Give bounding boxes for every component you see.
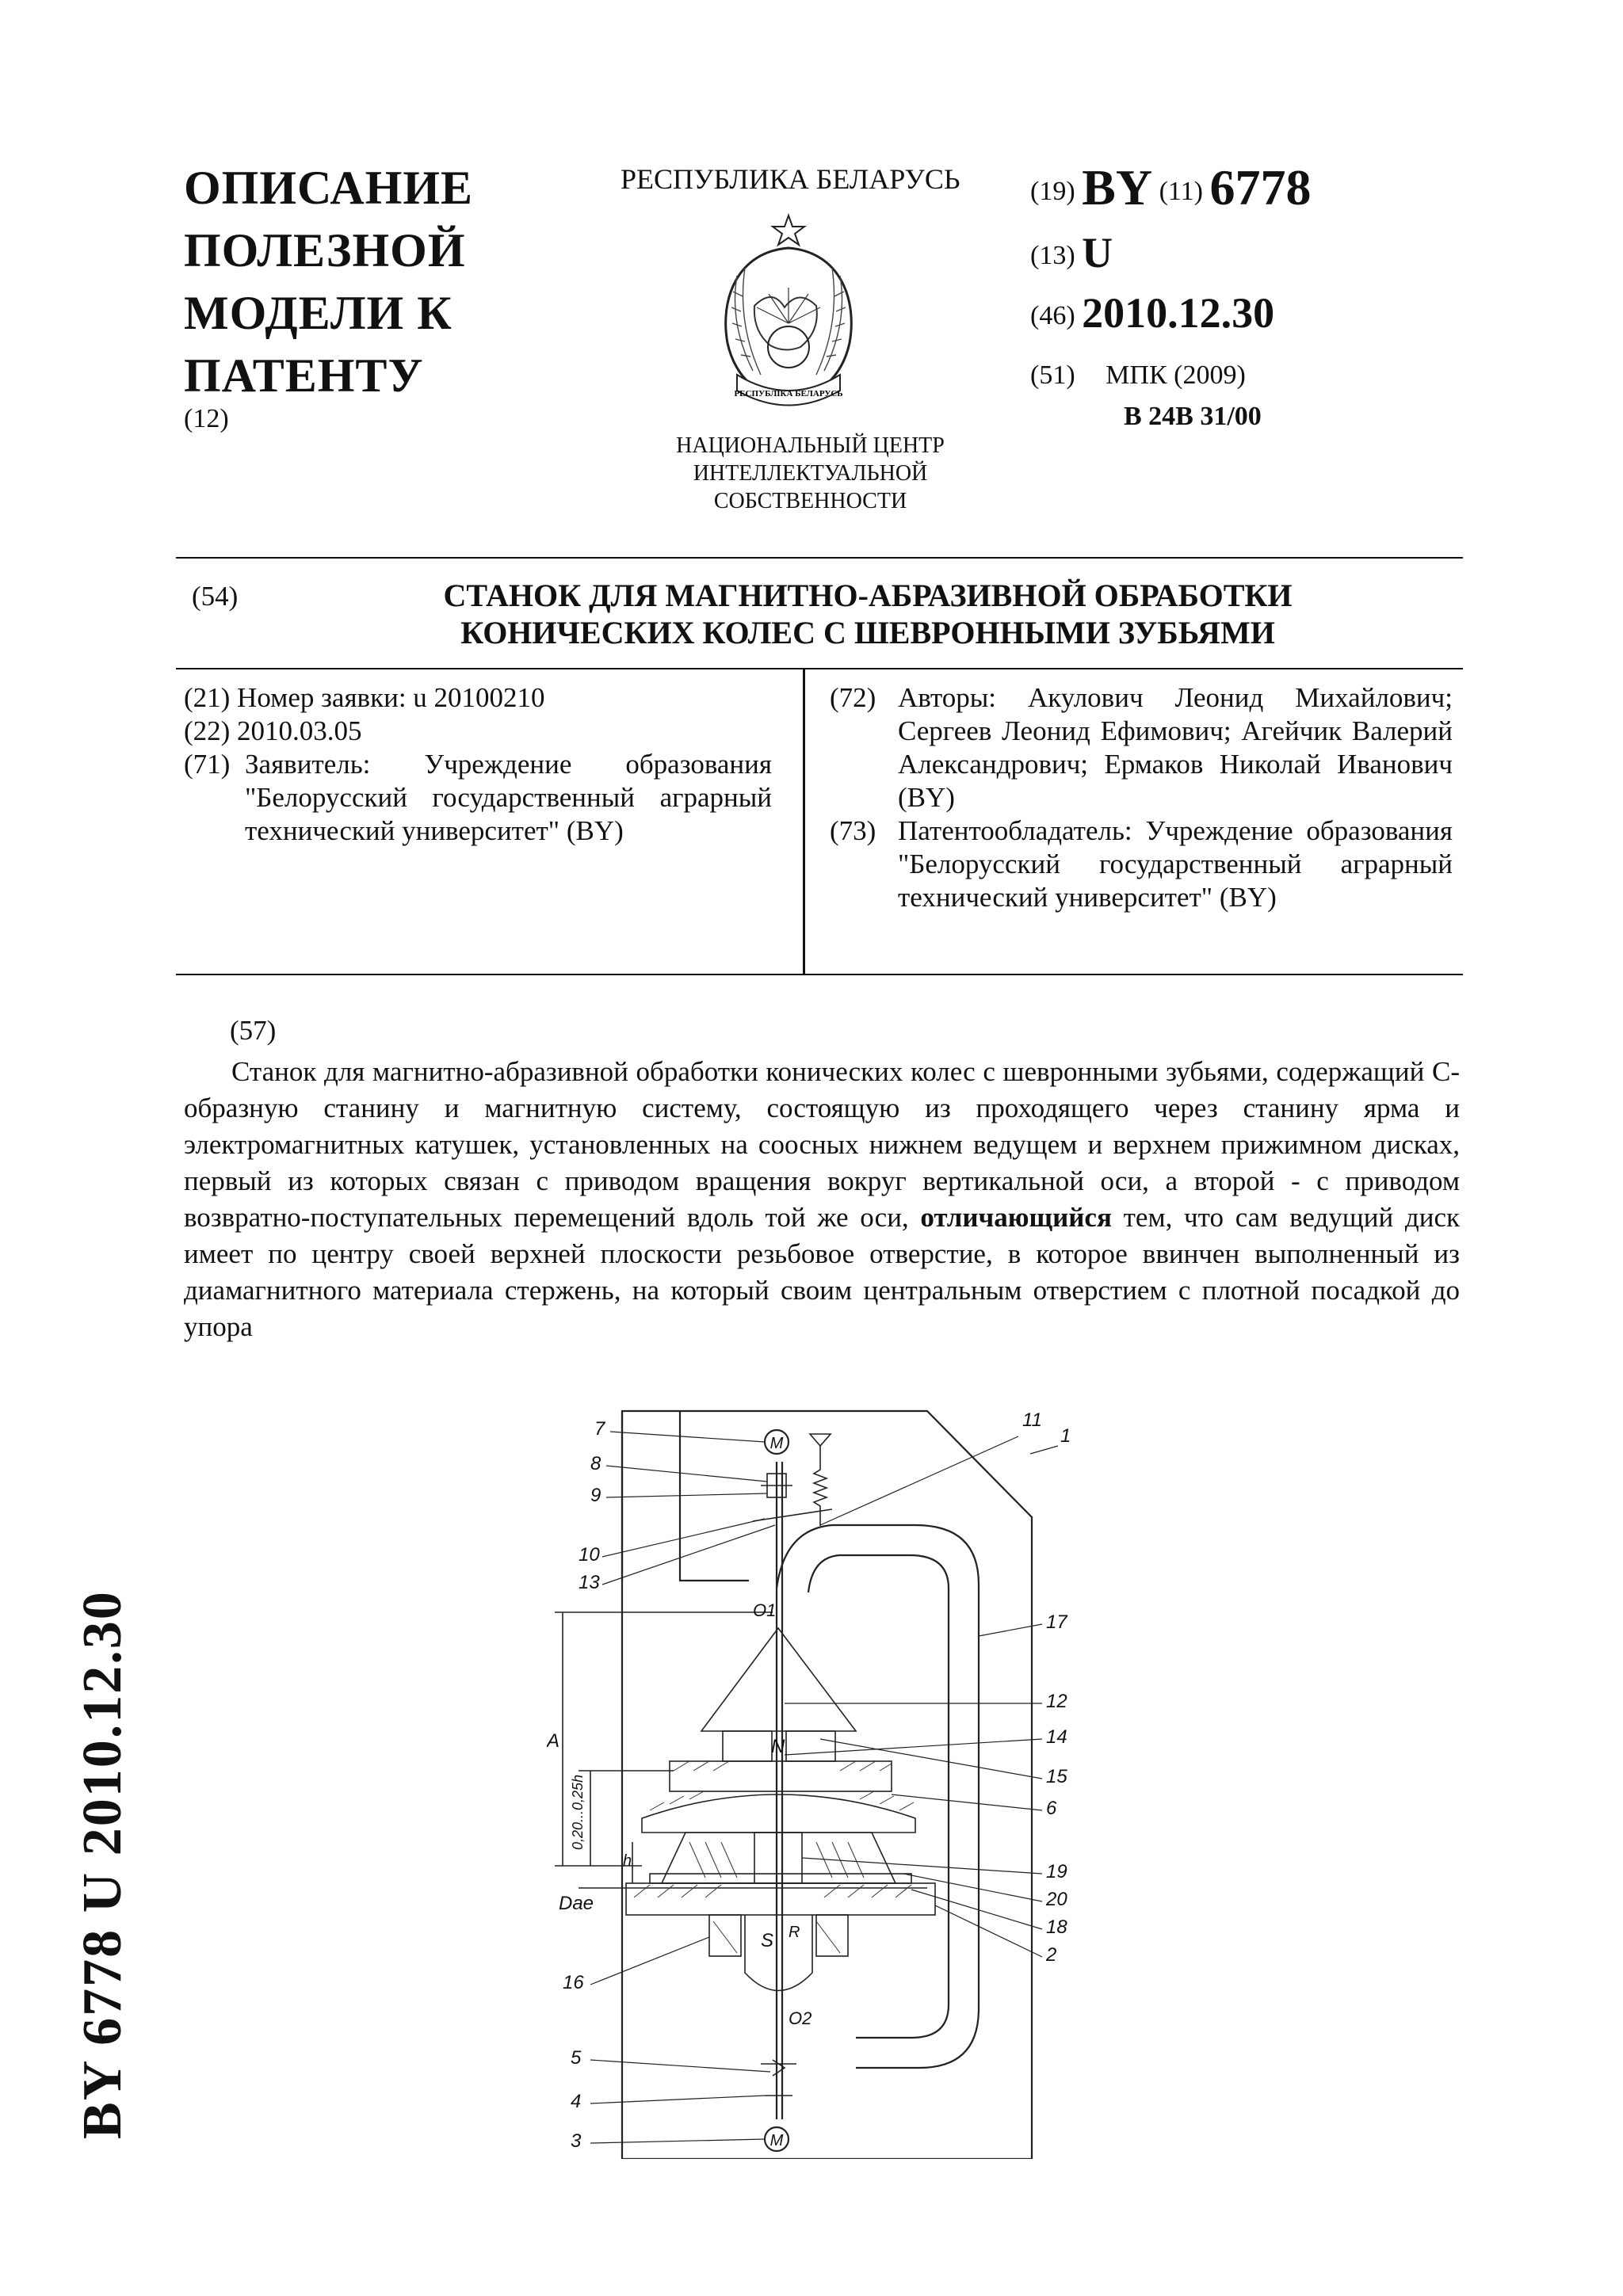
callout-18: 18: [1046, 1917, 1067, 1938]
callout-5: 5: [571, 2047, 582, 2069]
pole-s: S: [761, 1930, 774, 1951]
bib-13: [1030, 228, 1113, 277]
dimension-range: 0,20...0,25h: [570, 1774, 586, 1850]
callout-14: 14: [1046, 1726, 1067, 1748]
coat-of-arms-emblem: [705, 212, 872, 422]
dimension-dae: Dae: [559, 1893, 594, 1914]
inid-54: (54): [192, 581, 239, 612]
callout-17: 17: [1046, 1611, 1067, 1633]
callout-20: 20: [1046, 1889, 1067, 1910]
field-72-authors: Авторы: Акулович Леонид Михайлович; Сергеев Леонид Ефимович; Агейчик Валерий Александрович; Ермаков Николай Иванович (BY): [898, 682, 1453, 813]
axis-o2: O2: [789, 2008, 812, 2028]
callout-4: 4: [571, 2091, 582, 2112]
motor-symbol: M: [769, 2132, 784, 2149]
inid-72: (72): [830, 682, 876, 713]
invention-title-line: КОНИЧЕСКИХ КОЛЕС С ШЕВРОННЫМИ ЗУБЬЯМИ: [460, 615, 1275, 650]
pole-n: N: [771, 1736, 785, 1757]
invention-title: [317, 577, 1419, 651]
callout-15: 15: [1046, 1766, 1067, 1787]
dimension-h: h: [623, 1852, 632, 1870]
dimension-A: A: [547, 1730, 560, 1752]
callout-6: 6: [1046, 1798, 1057, 1819]
motor-symbol: M: [769, 1435, 784, 1452]
inid-71: (71): [184, 749, 231, 780]
abstract-text: [184, 1054, 1460, 1345]
invention-title-line: СТАНОК ДЛЯ МАГНИТНО-АБРАЗИВНОЙ ОБРАБОТКИ: [443, 578, 1293, 613]
bib-51: [1030, 360, 1246, 391]
document-title-line: ПАТЕНТУ: [184, 349, 424, 402]
document-title-line: ПОЛЕЗНОЙ: [184, 224, 466, 277]
bib-19-11: [1030, 158, 1311, 217]
bib-46: [1030, 288, 1274, 338]
callout-19: 19: [1046, 1861, 1067, 1882]
ipc-label: МПК (2009): [1106, 360, 1246, 390]
inid-11: (11): [1159, 177, 1203, 206]
inid-46: (46): [1030, 301, 1075, 330]
document-title-line: МОДЕЛИ К: [184, 287, 453, 339]
callout-9: 9: [590, 1485, 601, 1506]
inid-73: (73): [830, 815, 876, 846]
ipc-code: B 24B 31/00: [1124, 402, 1262, 431]
national-center: [626, 432, 995, 515]
fields-column-divider: [803, 668, 805, 974]
country-code: BY: [1082, 159, 1153, 215]
document-title: [184, 157, 596, 407]
divider-fields-bottom: [176, 974, 1463, 975]
vertical-publication-stamp: BY 6778 U 2010.12.30: [72, 1590, 133, 2139]
patent-drawing: [547, 1398, 1125, 2159]
field-73-patent-owner: Патентообладатель: Учреждение образования "Белорусский государственный аграрный технический университет" (BY): [898, 815, 1453, 913]
frame-outline: [622, 1411, 1032, 2159]
radius-R: R: [789, 1924, 800, 1941]
national-center-line: СОБСТВЕННОСТИ: [713, 489, 907, 513]
inid-19: (19): [1030, 177, 1075, 206]
national-center-line: НАЦИОНАЛЬНЫЙ ЦЕНТР: [676, 433, 945, 458]
national-center-line: ИНТЕЛЛЕКТУАЛЬНОЙ: [693, 461, 928, 486]
divider-fields-top: [176, 668, 1463, 669]
publication-date: 2010.12.30: [1082, 289, 1275, 337]
inid-57: (57): [230, 1015, 277, 1046]
field-21: (21) Номер заявки: u 20100210: [184, 682, 545, 713]
callout-12: 12: [1046, 1691, 1067, 1712]
inid-51: (51): [1030, 360, 1075, 390]
callout-8: 8: [590, 1453, 601, 1474]
code-12: (12): [184, 404, 229, 433]
abstract-bold-word: отличающийся: [920, 1202, 1112, 1233]
callout-1: 1: [1060, 1425, 1071, 1447]
callout-13: 13: [579, 1572, 600, 1593]
inid-13: (13): [1030, 241, 1075, 270]
divider-top: [176, 557, 1463, 559]
patent-number: 6778: [1209, 159, 1312, 215]
document-title-line: ОПИСАНИЕ: [184, 162, 474, 214]
callout-3: 3: [571, 2130, 582, 2152]
callout-11: 11: [1022, 1409, 1042, 1431]
republic-name: РЕСПУБЛИКА БЕЛАРУСЬ: [621, 163, 960, 195]
emblem-ribbon-text: РЕСПУБЛІКА БЕЛАРУСЬ: [734, 389, 843, 399]
abstract-part-2: тем, что сам ведущий диск имеет по центру своей верхней плоскости резьбовое отверстие, в которое ввинчен выполненный из диамагнитного материала стержень, на который своим центральным отверстием с плотной посадкой до упора: [184, 1202, 1460, 1342]
abstract-part-1: Станок для магнитно-абразивной обработки конических колес с шевронными зубьями, содержащий С-образную станину и магнитную систему, состоящую из проходящего через станину ярма и электромагнитных катушек, установленных на соосных нижнем ведущем и верхнем прижимном дисках, первый из которых связан с приводом вращения вокруг вертикальной оси, а второй - с приводом возвратно-поступательных перемещений вдоль той же оси,: [184, 1056, 1460, 1233]
callout-7: 7: [594, 1418, 605, 1440]
callout-16: 16: [563, 1972, 584, 1993]
field-71-applicant: Заявитель: Учреждение образования "Белорусский государственный аграрный технический университет" (BY): [245, 749, 772, 846]
callout-2: 2: [1046, 1944, 1057, 1966]
callout-10: 10: [579, 1544, 600, 1566]
field-22: (22) 2010.03.05: [184, 715, 362, 746]
kind-code: U: [1082, 229, 1113, 277]
axis-o1: O1: [753, 1600, 777, 1620]
